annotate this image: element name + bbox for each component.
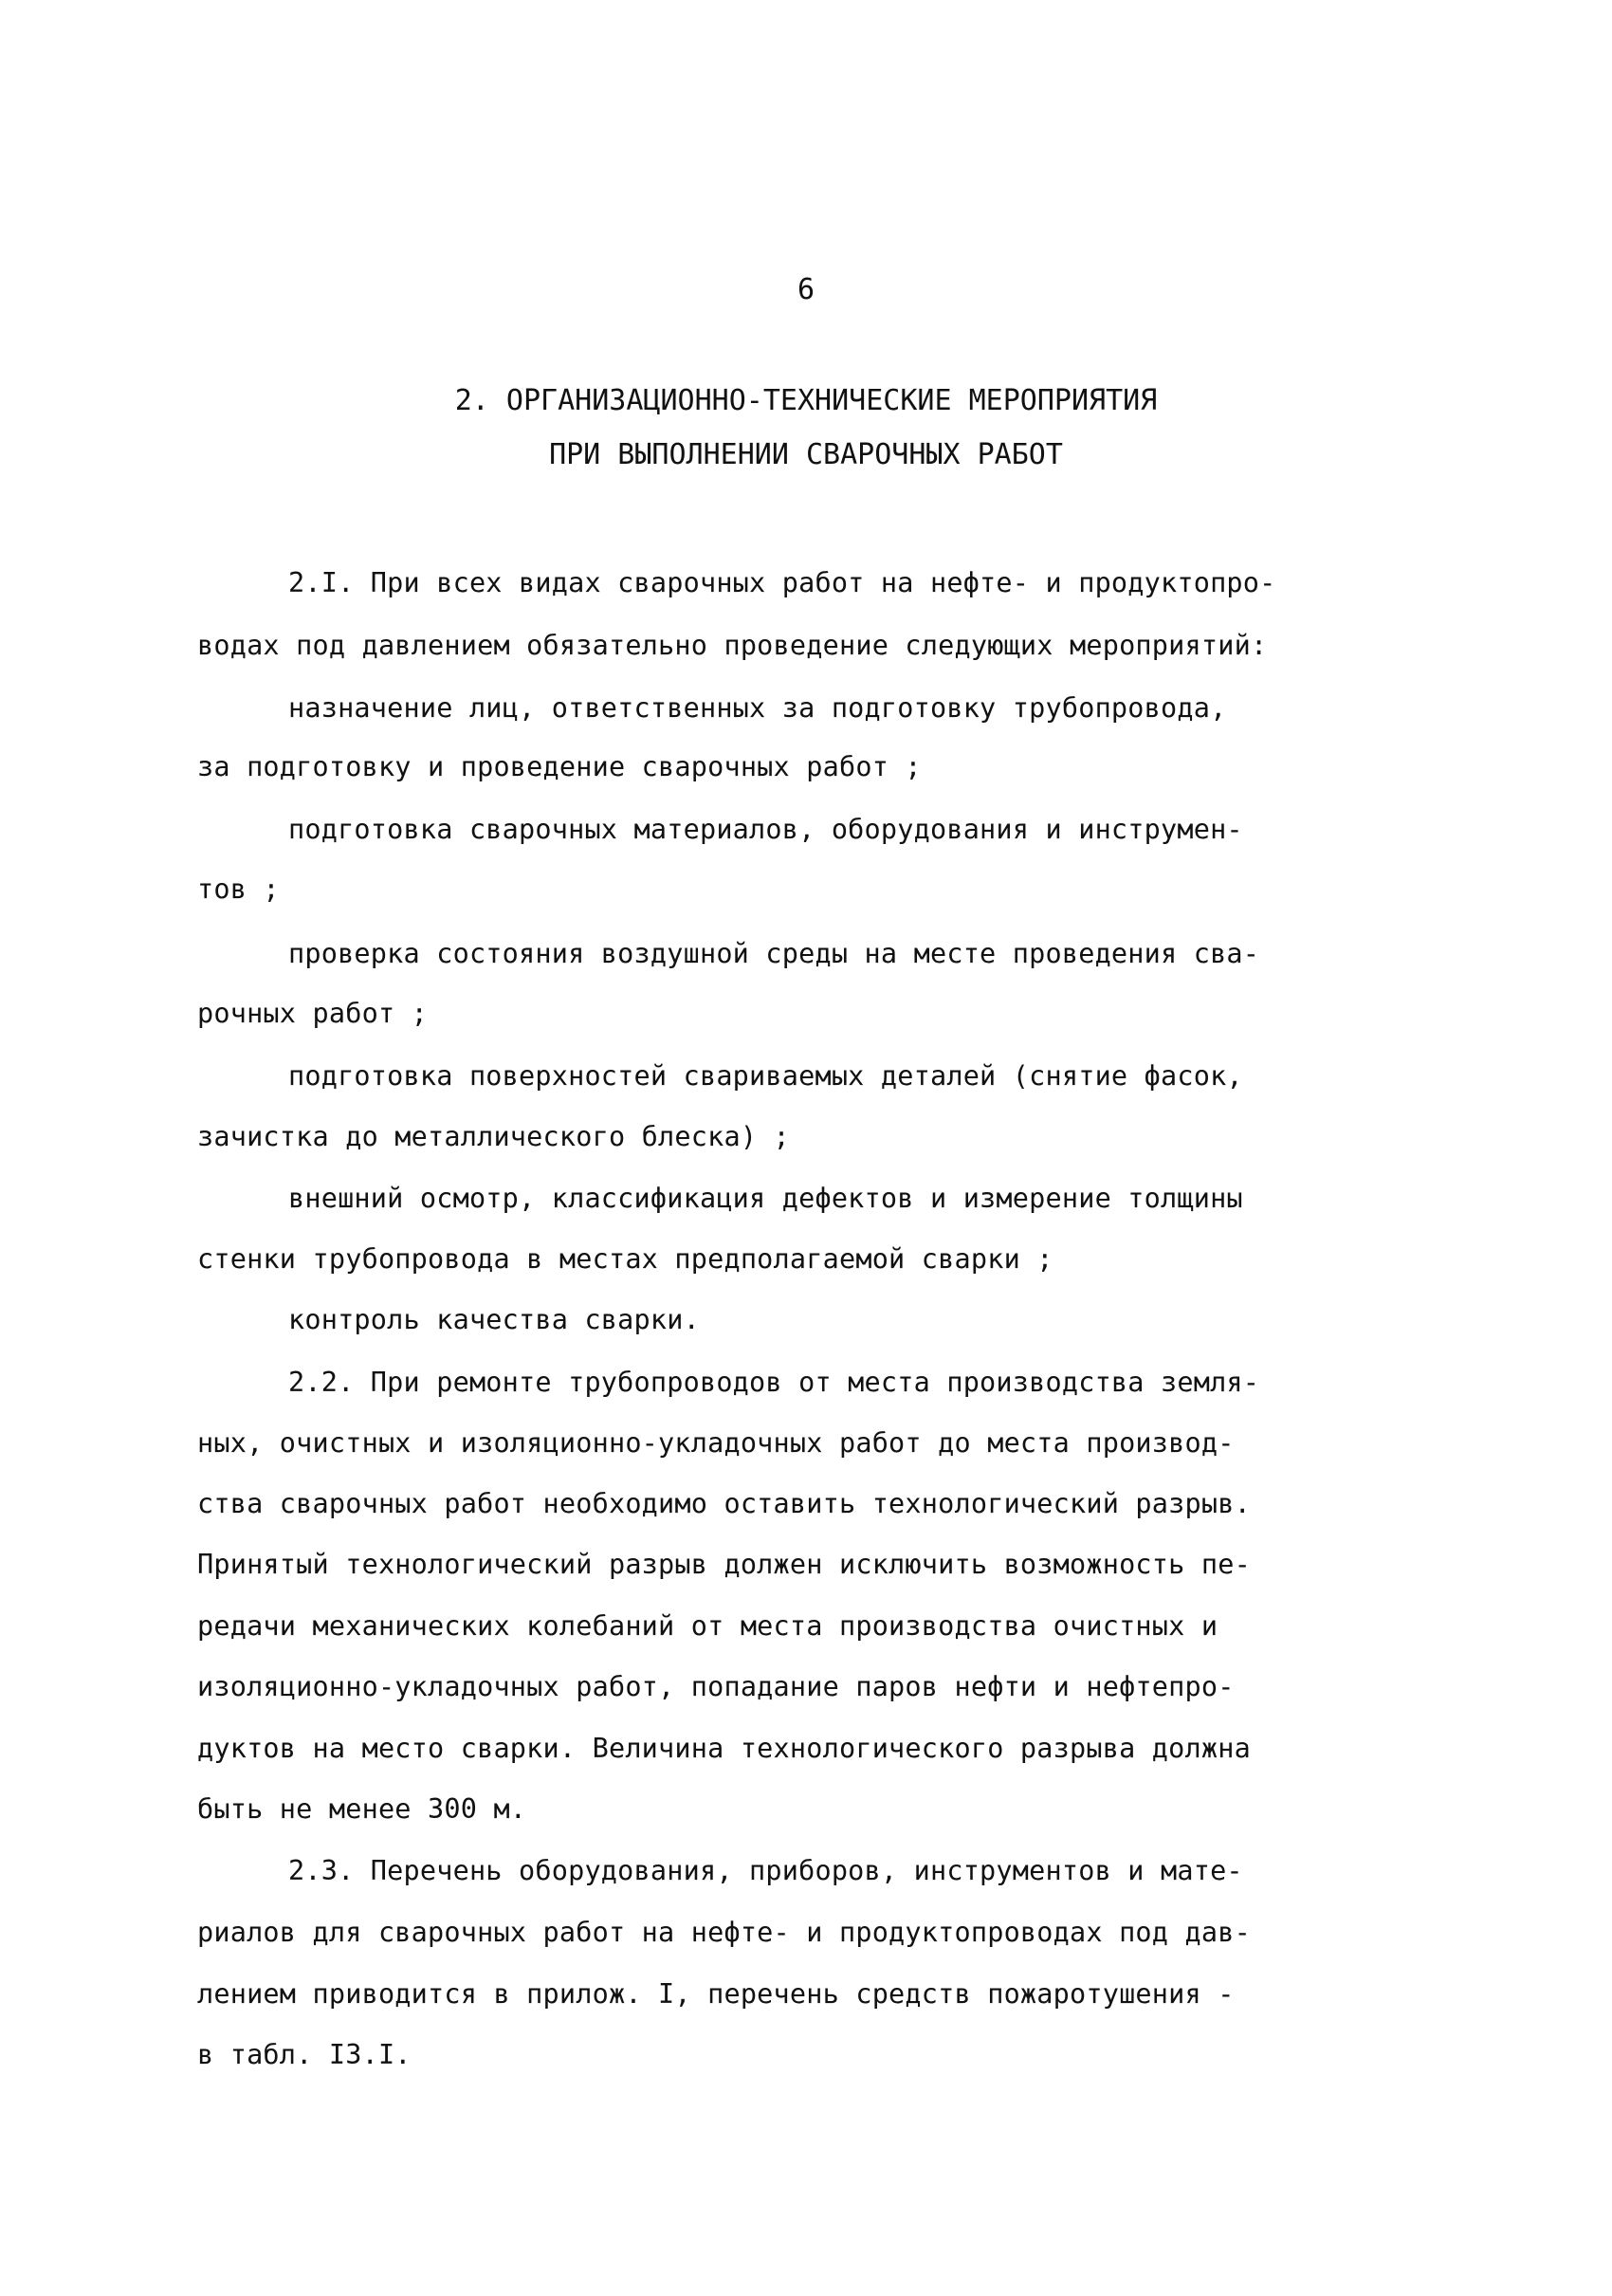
list-item-air-check-line-2: рочных работ ; [197, 998, 429, 1029]
paragraph-2-2-line-1: 2.2. При ремонте трубопроводов от места производства земля- [288, 1367, 1260, 1398]
paragraph-2-1-line-2: водах под давлением обязательно проведение следующих мероприятий: [197, 630, 1268, 661]
list-item-quality-control: контроль качества сварки. [288, 1304, 700, 1335]
paragraph-2-2-line-3: ства сварочных работ необходимо оставить технологический разрыв. [197, 1488, 1251, 1519]
paragraph-2-2-line-6: изоляционно-укладочных работ, попадание паров нефти и нефтепро- [197, 1671, 1235, 1702]
list-item-inspection-line-2: стенки трубопровода в местах предполагаемой сварки ; [197, 1243, 1053, 1275]
list-item-surface-prep-line-1: подготовка поверхностей свариваемых деталей (снятие фасок, [288, 1060, 1243, 1092]
paragraph-2-2-line-8: быть не менее 300 м. [197, 1793, 527, 1825]
paragraph-2-2-line-7: дуктов на место сварки. Величина технологического разрыва должна [197, 1733, 1251, 1764]
paragraph-2-1-line-1: 2.I. При всех видах сварочных работ на нефте- и продуктопро- [288, 567, 1276, 598]
list-item-air-check-line-1: проверка состояния воздушной среды на месте проведения сва- [288, 938, 1260, 969]
page-number: 6 [797, 273, 815, 306]
paragraph-2-3-line-2: риалов для сварочных работ на нефте- и продуктопроводах под дав- [197, 1917, 1251, 1948]
list-item-surface-prep-line-2: зачистка до металлического блеска) ; [197, 1121, 790, 1152]
paragraph-2-2-line-2: ных, очистных и изоляционно-укладочных работ до места производ- [197, 1427, 1235, 1459]
list-item-appointment-line-2: за подготовку и проведение сварочных работ ; [197, 751, 922, 782]
paragraph-2-2-line-5: редачи механических колебаний от места производства очистных и [197, 1610, 1218, 1642]
paragraph-2-3-line-1: 2.3. Перечень оборудования, приборов, инструментов и мате- [288, 1855, 1243, 1886]
list-item-materials-line-1: подготовка сварочных материалов, оборудования и инструмен- [288, 814, 1243, 845]
section-title-line-2: ПРИ ВЫПОЛНЕНИИ СВАРОЧНЫХ РАБОТ [549, 438, 1063, 471]
paragraph-2-3-line-3: лением приводится в прилож. I, перечень средств пожаротушения - [197, 1978, 1235, 2010]
list-item-appointment-line-1: назначение лиц, ответственных за подготовку трубопровода, [288, 692, 1227, 724]
list-item-materials-line-2: тов ; [197, 873, 280, 905]
paragraph-2-3-line-4: в табл. I3.I. [197, 2039, 412, 2070]
paragraph-2-2-line-4: Принятый технологический разрыв должен исключить возможность пе- [197, 1549, 1251, 1580]
list-item-inspection-line-1: внешний осмотр, классификация дефектов и измерение толщины [288, 1183, 1243, 1214]
section-title-line-1: 2. ОРГАНИЗАЦИОННО-ТЕХНИЧЕСКИЕ МЕРОПРИЯТИЯ [454, 384, 1158, 417]
